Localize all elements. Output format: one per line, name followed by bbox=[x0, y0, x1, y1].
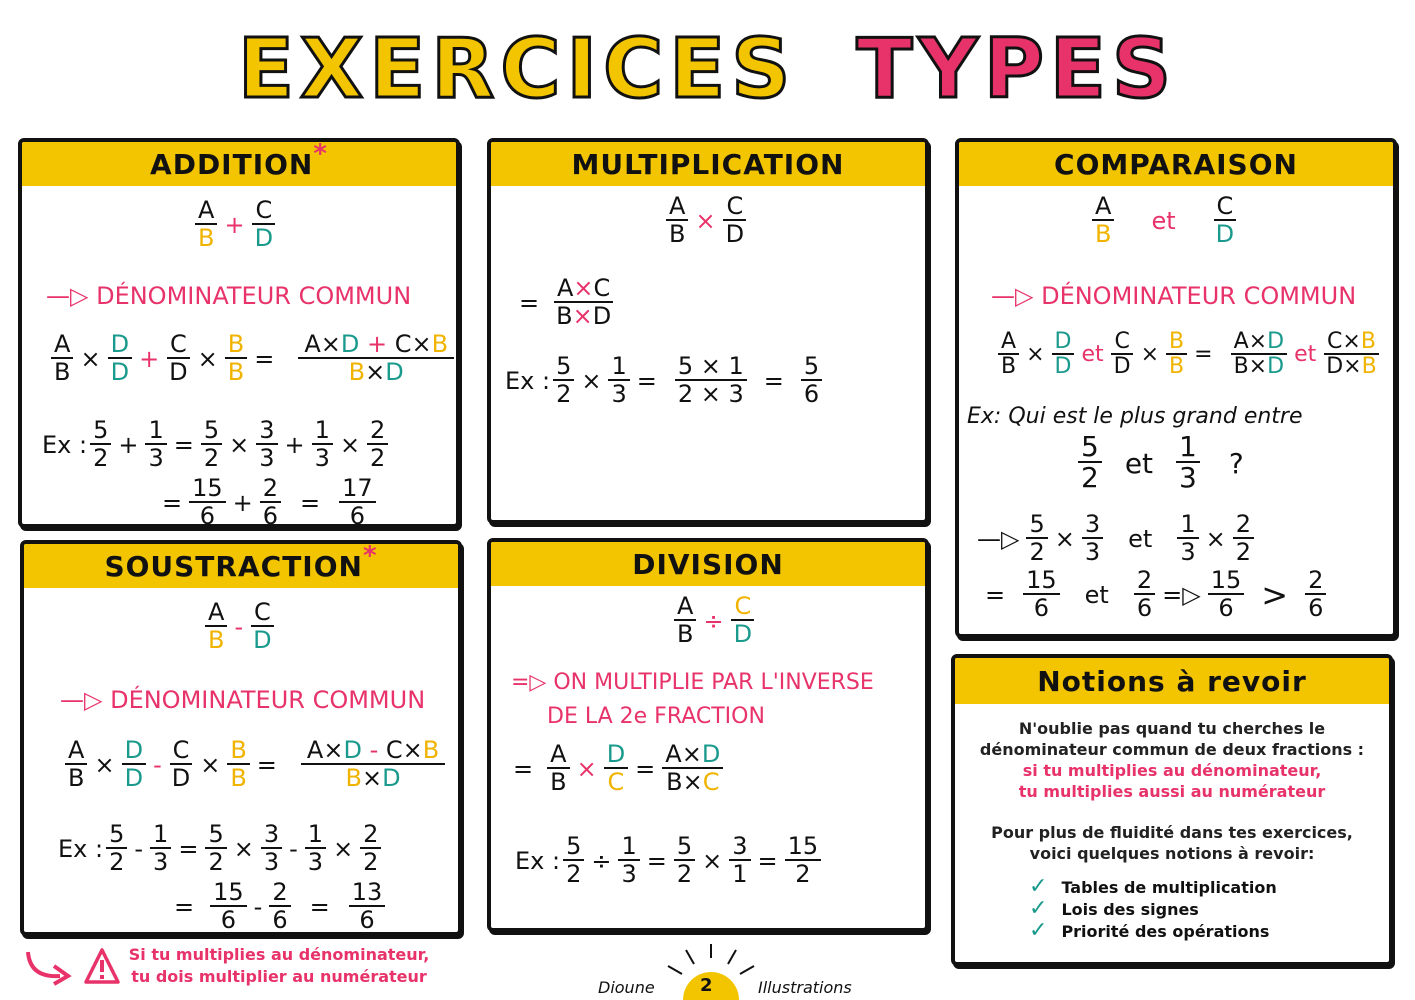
soustraction-header: SOUSTRACTION * bbox=[24, 544, 458, 588]
notions-paragraph-2: Pour plus de fluidité dans tes exercices, voici quelques notions à revoir: bbox=[991, 823, 1353, 863]
warning-icon bbox=[82, 944, 122, 988]
checklist-item: ✓ Lois des signes bbox=[1029, 896, 1199, 921]
division-expansion: = $\frac{A}{B}$ × $\frac{D}{C}$ = $\frac{A\times D}{B\times C}$ bbox=[509, 742, 726, 796]
notions-header: Notions à revoir bbox=[955, 658, 1389, 704]
page-title bbox=[0, 22, 1415, 117]
multiplication-header: MULTIPLICATION bbox=[491, 142, 925, 186]
comparaison-rule: —▷ DÉNOMINATEUR COMMUN bbox=[991, 282, 1357, 310]
comparaison-expansion: $\frac{A}{B}$ × $\frac{D}{D}$ et $\frac{C}{D}$ × $\frac{B}{B}$ = $\frac{A\times D}{B\times D}$ et $\frac{C\times B}{D\times B}$ bbox=[995, 330, 1383, 379]
multiplication-expansion: = $\frac{A\times C}{B\times D}$ bbox=[515, 276, 617, 330]
comparaison-step-1: —▷ $\frac{5}{2}$ × $\frac{3}{3}$ et $\frac{1}{3}$ × $\frac{2}{2}$ bbox=[973, 512, 1257, 566]
title-word-1: EXERCICES bbox=[237, 22, 797, 117]
checkmark-icon: ✓ bbox=[1029, 918, 1048, 943]
addition-rule: —▷ DÉNOMINATEUR COMMUN bbox=[46, 282, 412, 310]
page-number: 2 bbox=[700, 975, 713, 996]
soustraction-card bbox=[20, 540, 462, 936]
division-formula: $\frac{A}{B}$ ÷ $\frac{C}{D}$ bbox=[671, 594, 758, 648]
addition-result: = $\frac{15}{6}$ + $\frac{2}{6}$ = $\frac{17}{6}$ bbox=[158, 476, 379, 528]
soustraction-formula: $\frac{A}{B}$ - $\frac{C}{D}$ bbox=[202, 600, 278, 654]
curved-arrow-icon bbox=[24, 944, 80, 988]
brand-right: Illustrations bbox=[758, 978, 852, 997]
soustraction-expansion: $\frac{A}{B}$ × $\frac{D}{D}$ - $\frac{C}{D}$ × $\frac{B}{B}$ = $\frac{A\times D - C\times B}{B\times D}$ bbox=[62, 738, 448, 792]
footer-warning-text: Si tu multiplies au dénominateur, tu dois multiplier au numérateur bbox=[128, 945, 430, 986]
brand-left: Dioune bbox=[598, 978, 655, 997]
checkmark-icon: ✓ bbox=[1029, 874, 1048, 899]
footer-warning-icons bbox=[24, 944, 124, 988]
notions-checklist bbox=[1029, 876, 1389, 942]
soustraction-result: = $\frac{15}{6}$ - $\frac{2}{6}$ = $\frac{13}{6}$ bbox=[170, 880, 388, 934]
comparaison-question: Ex: Qui est le plus grand entre bbox=[967, 404, 1303, 429]
addition-card bbox=[18, 138, 460, 528]
checkmark-icon: ✓ bbox=[1029, 896, 1048, 921]
multiplication-example: Ex : $\frac{5}{2}$ × $\frac{1}{3}$ = $\frac{5 \times 1}{2 \times 3}$ = $\frac{5}{6}$ bbox=[505, 354, 825, 408]
notions-card bbox=[951, 654, 1393, 966]
comparaison-formula: $\frac{A}{B}$ et $\frac{C}{D}$ bbox=[1089, 194, 1240, 248]
soustraction-example: Ex : $\frac{5}{2}$ - $\frac{1}{3}$ = $\frac{5}{2}$ × $\frac{3}{3}$ - $\frac{1}{3}$ × $\frac{2}{2}$ bbox=[58, 822, 384, 876]
comparaison-header: COMPARAISON bbox=[959, 142, 1393, 186]
notions-paragraph-1: N'oublie pas quand tu cherches le dénominateur commun de deux fractions : si tu multiplies au dénominateur, tu multiplies aussi au numérateur bbox=[979, 719, 1365, 801]
comparaison-step-2: = $\frac{15}{6}$ et $\frac{2}{6}$ =▷ $\frac{15}{6}$ > $\frac{2}{6}$ bbox=[981, 568, 1329, 622]
addition-expansion: $\frac{A}{B}$ × $\frac{D}{D}$ + $\frac{C}{D}$ × $\frac{B}{B}$ = $\frac{A\times D + C\times B}{B\times D}$ bbox=[48, 332, 457, 386]
addition-formula: $\frac{A}{B}$ + $\frac{C}{D}$ bbox=[192, 198, 279, 252]
multiplication-formula: $\frac{A}{B}$ × $\frac{C}{D}$ bbox=[663, 194, 750, 248]
division-card bbox=[487, 538, 929, 932]
addition-header: ADDITION * bbox=[22, 142, 456, 186]
footer-brand bbox=[596, 942, 876, 1000]
division-rule-line-2: DE LA 2e FRACTION bbox=[547, 704, 765, 729]
comparaison-question-fracs: $\frac{5}{2}$ et $\frac{1}{3}$ ? bbox=[1075, 432, 1248, 494]
division-rule-line-1: =▷ ON MULTIPLIE PAR L'INVERSE bbox=[511, 670, 874, 695]
soustraction-rule: —▷ DÉNOMINATEUR COMMUN bbox=[60, 686, 426, 714]
multiplication-card bbox=[487, 138, 929, 524]
division-header: DIVISION bbox=[491, 542, 925, 586]
division-example: Ex : $\frac{5}{2}$ ÷ $\frac{1}{3}$ = $\frac{5}{2}$ × $\frac{3}{1}$ = $\frac{15}{2}$ bbox=[515, 834, 824, 888]
checklist-item: ✓ Priorité des opérations bbox=[1029, 918, 1270, 943]
title-word-2: TYPES bbox=[856, 22, 1177, 117]
comparaison-card bbox=[955, 138, 1397, 638]
addition-example: Ex : $\frac{5}{2}$ + $\frac{1}{3}$ = $\frac{5}{2}$ × $\frac{3}{3}$ + $\frac{1}{3}$ × $\frac{2}{2}$ bbox=[42, 418, 391, 472]
checklist-item: ✓ Tables de multiplication bbox=[1029, 874, 1277, 899]
